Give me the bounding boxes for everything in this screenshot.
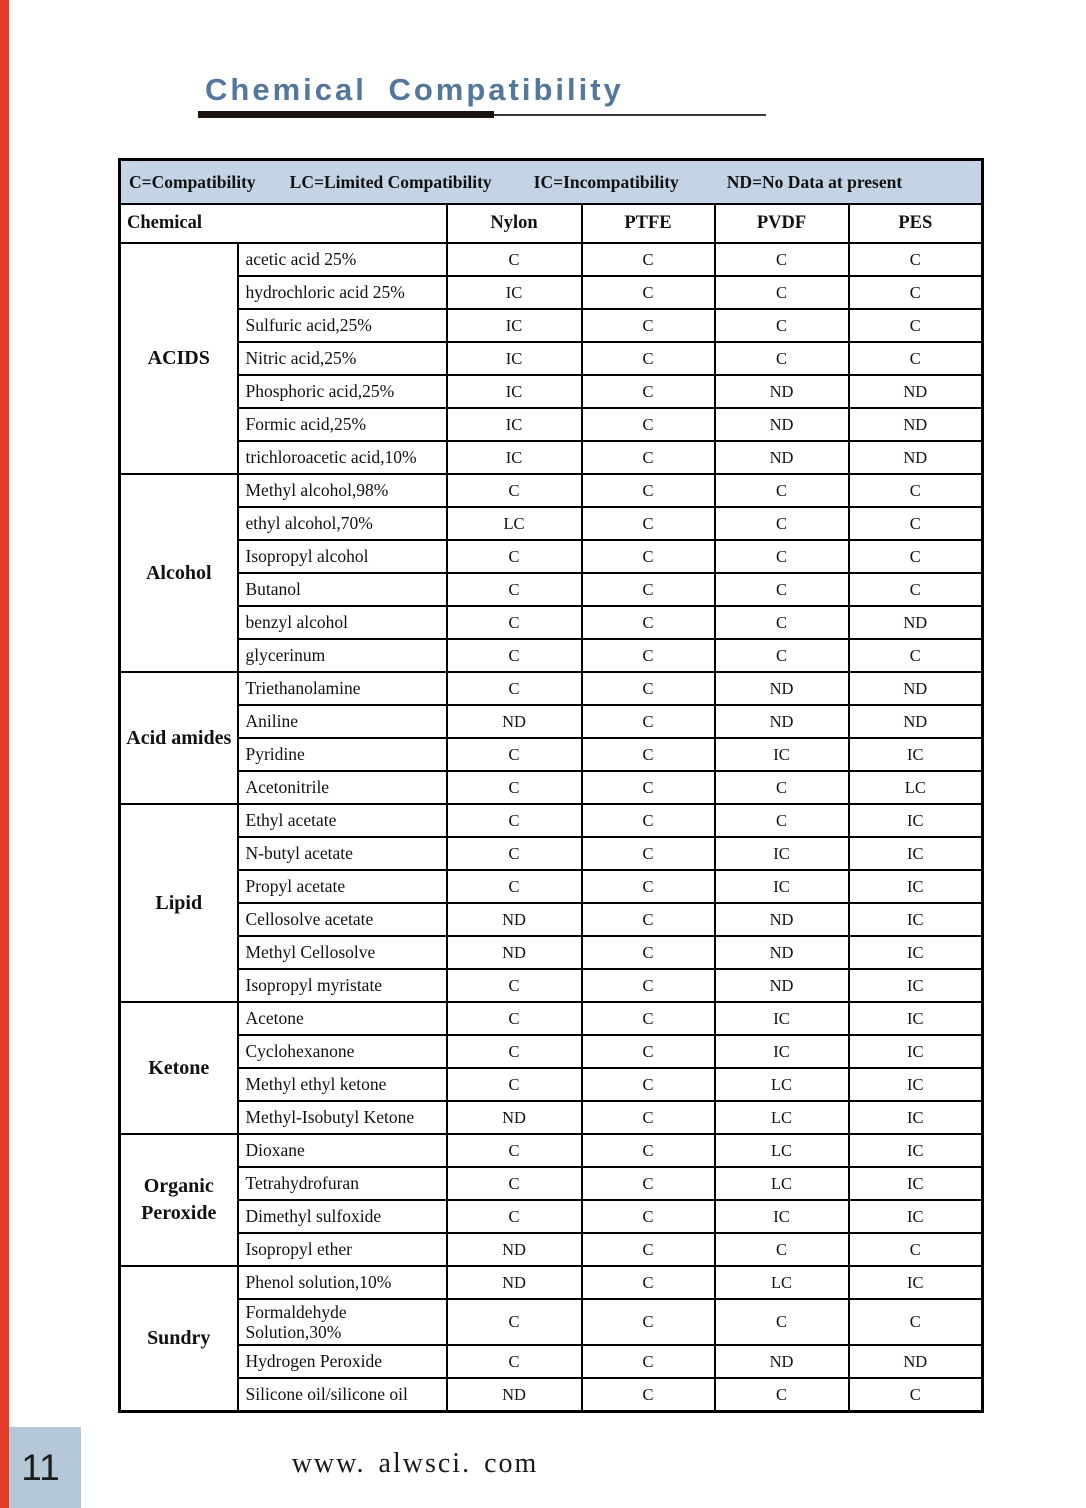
compatibility-value: C [715, 540, 849, 573]
compatibility-value: C [447, 969, 582, 1002]
compatibility-value: C [582, 1266, 715, 1299]
table-row [120, 837, 983, 870]
compatibility-value: C [715, 474, 849, 507]
table-row [120, 1299, 983, 1345]
compatibility-value: C [447, 771, 582, 804]
compatibility-value: LC [849, 771, 983, 804]
table-row [120, 441, 983, 474]
page-title: Chemical Compatibility [205, 72, 624, 107]
compatibility-value: C [582, 639, 715, 672]
compatibility-value: IC [447, 342, 582, 375]
column-header-chemical: Chemical [120, 204, 447, 243]
compatibility-value: LC [715, 1266, 849, 1299]
chemical-name: Triethanolamine [238, 672, 447, 705]
compatibility-value: C [582, 540, 715, 573]
compatibility-value: C [447, 870, 582, 903]
compatibility-value: IC [849, 1266, 983, 1299]
chemical-compatibility-table [118, 158, 984, 1413]
compatibility-value: IC [447, 309, 582, 342]
legend-row [120, 160, 983, 205]
compatibility-value: C [582, 705, 715, 738]
legend-item-compatibility: C=Compatibility [129, 171, 256, 192]
compatibility-value: C [582, 969, 715, 1002]
compatibility-value: IC [447, 441, 582, 474]
compatibility-value: IC [715, 1035, 849, 1068]
column-header-pes: PES [849, 204, 983, 243]
compatibility-value: ND [715, 969, 849, 1002]
compatibility-value: C [447, 1167, 582, 1200]
chemical-name: Cyclohexanone [238, 1035, 447, 1068]
compatibility-value: C [582, 903, 715, 936]
compatibility-value: IC [715, 837, 849, 870]
compatibility-value: C [715, 639, 849, 672]
page-number: 11 [21, 1446, 60, 1488]
chemical-name: Phosphoric acid,25% [238, 375, 447, 408]
compatibility-value: C [582, 1035, 715, 1068]
chemical-name: Dioxane [238, 1134, 447, 1167]
compatibility-value: IC [715, 738, 849, 771]
compatibility-value: IC [849, 1101, 983, 1134]
table-row [120, 375, 983, 408]
compatibility-value: C [582, 573, 715, 606]
compatibility-value: LC [715, 1101, 849, 1134]
compatibility-value: C [582, 1101, 715, 1134]
table-row [120, 309, 983, 342]
chemical-name: Methyl Cellosolve [238, 936, 447, 969]
legend-item-incompatibility: IC=Incompatibility [533, 171, 679, 192]
compatibility-value: ND [715, 705, 849, 738]
compatibility-value: C [715, 1378, 849, 1412]
table-row [120, 771, 983, 804]
table-row [120, 1266, 983, 1299]
compatibility-value: C [582, 1378, 715, 1412]
chemical-name: N-butyl acetate [238, 837, 447, 870]
compatibility-value: C [849, 276, 983, 309]
header-row [120, 204, 983, 243]
chemical-name: Acetonitrile [238, 771, 447, 804]
compatibility-value: C [447, 738, 582, 771]
legend-item-limited-compatibility: LC=Limited Compatibility [289, 171, 492, 192]
group-label: Organic Peroxide [120, 1134, 238, 1266]
compatibility-value: ND [447, 903, 582, 936]
chemical-name: Dimethyl sulfoxide [238, 1200, 447, 1233]
compatibility-value: ND [447, 1101, 582, 1134]
group-label: Sundry [120, 1266, 238, 1412]
compatibility-value: C [582, 1345, 715, 1378]
chemical-name: Formaldehyde Solution,30% [238, 1299, 447, 1345]
compatibility-value: IC [447, 375, 582, 408]
chemical-name: Methyl-Isobutyl Ketone [238, 1101, 447, 1134]
compatibility-value: ND [849, 606, 983, 639]
table-row [120, 969, 983, 1002]
compatibility-value: IC [849, 804, 983, 837]
table-row [120, 804, 983, 837]
chemical-name: ethyl alcohol,70% [238, 507, 447, 540]
compatibility-value: C [849, 540, 983, 573]
chemical-name: Tetrahydrofuran [238, 1167, 447, 1200]
compatibility-value: C [447, 243, 582, 276]
compatibility-value: C [582, 276, 715, 309]
compatibility-value: ND [447, 1233, 582, 1266]
compatibility-value: C [849, 474, 983, 507]
chemical-name: trichloroacetic acid,10% [238, 441, 447, 474]
compatibility-value: C [447, 804, 582, 837]
page-number-box [0, 1427, 81, 1508]
compatibility-value: C [849, 507, 983, 540]
compatibility-value: ND [447, 1378, 582, 1412]
compatibility-value: C [447, 639, 582, 672]
compatibility-value: C [849, 1233, 983, 1266]
compatibility-value: ND [715, 936, 849, 969]
compatibility-value: C [715, 309, 849, 342]
compatibility-value: ND [715, 441, 849, 474]
compatibility-value: C [849, 342, 983, 375]
compatibility-value: C [447, 1200, 582, 1233]
compatibility-value: C [447, 1002, 582, 1035]
compatibility-value: C [582, 837, 715, 870]
table-row [120, 606, 983, 639]
chemical-name: Propyl acetate [238, 870, 447, 903]
compatibility-value: C [447, 1068, 582, 1101]
compatibility-value: C [447, 1035, 582, 1068]
compatibility-value: C [447, 573, 582, 606]
compatibility-value: C [582, 474, 715, 507]
compatibility-value: C [582, 375, 715, 408]
compatibility-value: ND [715, 408, 849, 441]
column-header-nylon: Nylon [447, 204, 582, 243]
chemical-name: Formic acid,25% [238, 408, 447, 441]
compatibility-value: C [715, 276, 849, 309]
compatibility-value: C [849, 639, 983, 672]
compatibility-value: C [447, 606, 582, 639]
chemical-name: Ethyl acetate [238, 804, 447, 837]
compatibility-value: C [582, 672, 715, 705]
table-row [120, 1167, 983, 1200]
table-row [120, 540, 983, 573]
compatibility-value: IC [849, 1068, 983, 1101]
table-body [120, 243, 983, 1412]
chemical-name: Cellosolve acetate [238, 903, 447, 936]
compatibility-value: ND [849, 408, 983, 441]
table-row [120, 1068, 983, 1101]
compatibility-value: C [715, 1233, 849, 1266]
compatibility-value: C [849, 1299, 983, 1345]
title-underline-thin [494, 114, 766, 116]
column-header-pvdf: PVDF [715, 204, 849, 243]
compatibility-value: C [582, 936, 715, 969]
chemical-name: Methyl ethyl ketone [238, 1068, 447, 1101]
table-row [120, 870, 983, 903]
compatibility-value: C [582, 342, 715, 375]
compatibility-value: C [582, 771, 715, 804]
compatibility-value: IC [849, 1200, 983, 1233]
compatibility-value: C [582, 1299, 715, 1345]
chemical-name: Acetone [238, 1002, 447, 1035]
compatibility-value: C [582, 309, 715, 342]
compatibility-value: C [582, 1068, 715, 1101]
table-row [120, 1378, 983, 1412]
compatibility-value: ND [447, 936, 582, 969]
compatibility-value: C [447, 1299, 582, 1345]
compatibility-value: C [715, 342, 849, 375]
compatibility-value: C [582, 1200, 715, 1233]
compatibility-value: ND [715, 672, 849, 705]
chemical-name: Butanol [238, 573, 447, 606]
chemical-name: Nitric acid,25% [238, 342, 447, 375]
chemical-name: Methyl alcohol,98% [238, 474, 447, 507]
compatibility-value: ND [715, 1345, 849, 1378]
compatibility-value: IC [447, 408, 582, 441]
column-header-ptfe: PTFE [582, 204, 715, 243]
compatibility-value: C [582, 606, 715, 639]
compatibility-value: C [715, 804, 849, 837]
compatibility-value: C [582, 1002, 715, 1035]
chemical-name: Pyridine [238, 738, 447, 771]
compatibility-value: ND [849, 375, 983, 408]
compatibility-value: C [447, 837, 582, 870]
table-row [120, 672, 983, 705]
compatibility-value: LC [447, 507, 582, 540]
compatibility-value: LC [715, 1167, 849, 1200]
table-row [120, 507, 983, 540]
compatibility-value: C [715, 1299, 849, 1345]
table-row [120, 1233, 983, 1266]
compatibility-value: C [715, 606, 849, 639]
compatibility-value: ND [447, 705, 582, 738]
compatibility-value: C [582, 507, 715, 540]
chemical-name: Aniline [238, 705, 447, 738]
compatibility-value: C [582, 1134, 715, 1167]
compatibility-value: IC [849, 1167, 983, 1200]
compatibility-value: IC [715, 1002, 849, 1035]
table-row [120, 474, 983, 507]
table-row [120, 705, 983, 738]
compatibility-value: IC [715, 1200, 849, 1233]
table-row [120, 903, 983, 936]
chemical-name: Isopropyl alcohol [238, 540, 447, 573]
compatibility-value: C [447, 1134, 582, 1167]
compatibility-value: ND [849, 672, 983, 705]
table-row [120, 639, 983, 672]
table-row [120, 243, 983, 276]
title-underline-thick [198, 111, 494, 118]
chemical-name: Sulfuric acid,25% [238, 309, 447, 342]
compatibility-value: C [849, 243, 983, 276]
table-row [120, 573, 983, 606]
table-row [120, 1002, 983, 1035]
compatibility-value: IC [849, 837, 983, 870]
chemical-name: Isopropyl ether [238, 1233, 447, 1266]
group-label: Acid amides [120, 672, 238, 804]
compatibility-value: C [447, 474, 582, 507]
chemical-name: Isopropyl myristate [238, 969, 447, 1002]
table-row [120, 1035, 983, 1068]
group-label: Ketone [120, 1002, 238, 1134]
compatibility-value: IC [849, 738, 983, 771]
table-row [120, 1134, 983, 1167]
compatibility-value: IC [447, 276, 582, 309]
compatibility-value: C [715, 573, 849, 606]
chemical-name: Silicone oil/silicone oil [238, 1378, 447, 1412]
compatibility-value: IC [849, 969, 983, 1002]
compatibility-value: C [715, 243, 849, 276]
compatibility-value: LC [715, 1068, 849, 1101]
compatibility-value: IC [849, 1035, 983, 1068]
compatibility-value: C [447, 540, 582, 573]
compatibility-value: C [582, 738, 715, 771]
table-row [120, 1200, 983, 1233]
compatibility-value: ND [715, 903, 849, 936]
chemical-name: Phenol solution,10% [238, 1266, 447, 1299]
left-red-strip [0, 0, 9, 1508]
table-row [120, 408, 983, 441]
compatibility-value: IC [849, 1134, 983, 1167]
group-label: Lipid [120, 804, 238, 1002]
compatibility-value: C [582, 441, 715, 474]
compatibility-value: C [582, 243, 715, 276]
table-row [120, 276, 983, 309]
compatibility-value: C [849, 573, 983, 606]
compatibility-value: ND [849, 441, 983, 474]
website-url: www. alwsci. com [291, 1448, 539, 1479]
table-row [120, 1101, 983, 1134]
compatibility-value: IC [849, 870, 983, 903]
compatibility-value: ND [849, 705, 983, 738]
compatibility-value: ND [447, 1266, 582, 1299]
compatibility-value: C [715, 507, 849, 540]
compatibility-value: C [849, 309, 983, 342]
compatibility-value: C [582, 1233, 715, 1266]
compatibility-value: IC [715, 870, 849, 903]
compatibility-value: C [447, 672, 582, 705]
compatibility-value: IC [849, 903, 983, 936]
compatibility-value: ND [715, 375, 849, 408]
legend-cell [120, 160, 983, 205]
chemical-name: Hydrogen Peroxide [238, 1345, 447, 1378]
compatibility-value: IC [849, 1002, 983, 1035]
compatibility-value: C [447, 1345, 582, 1378]
chemical-name: acetic acid 25% [238, 243, 447, 276]
chemical-name: benzyl alcohol [238, 606, 447, 639]
table-row [120, 936, 983, 969]
group-label: Alcohol [120, 474, 238, 672]
chemical-name: hydrochloric acid 25% [238, 276, 447, 309]
group-label: ACIDS [120, 243, 238, 474]
compatibility-value: IC [849, 936, 983, 969]
table-row [120, 342, 983, 375]
compatibility-value: C [582, 1167, 715, 1200]
compatibility-value: C [582, 804, 715, 837]
compatibility-value: C [582, 408, 715, 441]
compatibility-value: C [715, 771, 849, 804]
table-row [120, 738, 983, 771]
compatibility-value: C [582, 870, 715, 903]
chemical-name: glycerinum [238, 639, 447, 672]
compatibility-value: ND [849, 1345, 983, 1378]
table-row [120, 1345, 983, 1378]
compatibility-value: LC [715, 1134, 849, 1167]
legend-item-no-data: ND=No Data at present [726, 171, 903, 192]
compatibility-value: C [849, 1378, 983, 1412]
